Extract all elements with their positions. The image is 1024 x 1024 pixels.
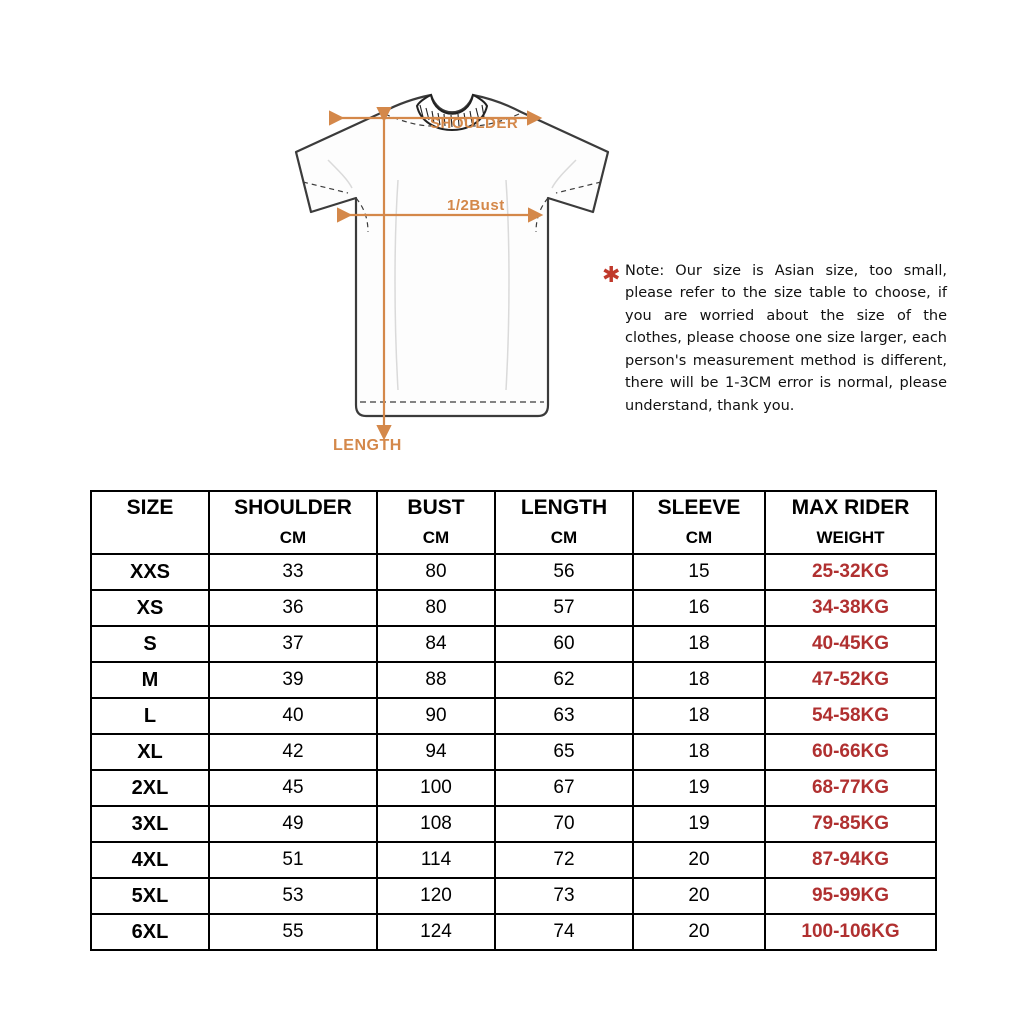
cell-shoulder: 45 xyxy=(209,770,377,806)
cell-weight: 87-94KG xyxy=(765,842,936,878)
unit-bust: CM xyxy=(377,523,495,554)
cell-size: 3XL xyxy=(91,806,209,842)
cell-sleeve: 20 xyxy=(633,878,765,914)
cell-weight: 47-52KG xyxy=(765,662,936,698)
cell-sleeve: 20 xyxy=(633,842,765,878)
table-row xyxy=(91,698,936,734)
cell-length: 57 xyxy=(495,590,633,626)
table-row xyxy=(91,842,936,878)
cell-size: M xyxy=(91,662,209,698)
size-chart-table xyxy=(90,490,937,951)
cell-size: 6XL xyxy=(91,914,209,950)
cell-size: S xyxy=(91,626,209,662)
unit-size xyxy=(91,523,209,554)
cell-length: 63 xyxy=(495,698,633,734)
column-header-length: LENGTH xyxy=(495,491,633,523)
bust-measure-label: 1/2Bust xyxy=(447,197,505,214)
cell-length: 72 xyxy=(495,842,633,878)
table-row xyxy=(91,734,936,770)
table-row xyxy=(91,662,936,698)
cell-size: XS xyxy=(91,590,209,626)
cell-sleeve: 18 xyxy=(633,662,765,698)
table-row xyxy=(91,878,936,914)
cell-weight: 68-77KG xyxy=(765,770,936,806)
cell-length: 60 xyxy=(495,626,633,662)
cell-shoulder: 37 xyxy=(209,626,377,662)
cell-shoulder: 36 xyxy=(209,590,377,626)
size-note xyxy=(602,260,947,417)
cell-shoulder: 33 xyxy=(209,554,377,590)
cell-bust: 84 xyxy=(377,626,495,662)
cell-weight: 25-32KG xyxy=(765,554,936,590)
cell-size: 2XL xyxy=(91,770,209,806)
cell-weight: 79-85KG xyxy=(765,806,936,842)
cell-bust: 90 xyxy=(377,698,495,734)
shoulder-measure-label: SHOULDER xyxy=(430,115,519,132)
cell-shoulder: 51 xyxy=(209,842,377,878)
cell-size: 5XL xyxy=(91,878,209,914)
cell-sleeve: 19 xyxy=(633,806,765,842)
column-header-bust: BUST xyxy=(377,491,495,523)
table-body xyxy=(91,554,936,950)
cell-bust: 120 xyxy=(377,878,495,914)
cell-bust: 114 xyxy=(377,842,495,878)
cell-shoulder: 40 xyxy=(209,698,377,734)
cell-length: 56 xyxy=(495,554,633,590)
cell-size: XL xyxy=(91,734,209,770)
cell-bust: 124 xyxy=(377,914,495,950)
cell-length: 73 xyxy=(495,878,633,914)
column-header-shoulder: SHOULDER xyxy=(209,491,377,523)
cell-weight: 34-38KG xyxy=(765,590,936,626)
cell-sleeve: 16 xyxy=(633,590,765,626)
cell-length: 65 xyxy=(495,734,633,770)
cell-bust: 80 xyxy=(377,590,495,626)
cell-size: XXS xyxy=(91,554,209,590)
cell-shoulder: 55 xyxy=(209,914,377,950)
cell-sleeve: 18 xyxy=(633,734,765,770)
cell-sleeve: 18 xyxy=(633,698,765,734)
cell-length: 62 xyxy=(495,662,633,698)
table-unit-row xyxy=(91,523,936,554)
cell-sleeve: 19 xyxy=(633,770,765,806)
column-header-size: SIZE xyxy=(91,491,209,523)
cell-sleeve: 15 xyxy=(633,554,765,590)
cell-bust: 94 xyxy=(377,734,495,770)
table-row xyxy=(91,626,936,662)
unit-length: CM xyxy=(495,523,633,554)
cell-bust: 88 xyxy=(377,662,495,698)
cell-length: 70 xyxy=(495,806,633,842)
column-header-max-rider: MAX RIDER xyxy=(765,491,936,523)
cell-weight: 95-99KG xyxy=(765,878,936,914)
cell-length: 74 xyxy=(495,914,633,950)
cell-bust: 108 xyxy=(377,806,495,842)
cell-size: 4XL xyxy=(91,842,209,878)
unit-shoulder: CM xyxy=(209,523,377,554)
cell-bust: 80 xyxy=(377,554,495,590)
cell-weight: 100-106KG xyxy=(765,914,936,950)
cell-length: 67 xyxy=(495,770,633,806)
cell-shoulder: 53 xyxy=(209,878,377,914)
cell-shoulder: 39 xyxy=(209,662,377,698)
cell-sleeve: 20 xyxy=(633,914,765,950)
asterisk-icon: ✱ xyxy=(602,262,621,287)
table-header-row xyxy=(91,491,936,523)
length-measure-label: LENGTH xyxy=(333,437,402,454)
note-text: Note: Our size is Asian size, too small, please refer to the size table to choose, if you are worried about the size of the clothes, please choose one size larger, each person's measurement method is different, there will be 1-3CM error is normal, please understand, thank you. xyxy=(625,263,947,414)
table-row xyxy=(91,554,936,590)
cell-size: L xyxy=(91,698,209,734)
table-row xyxy=(91,590,936,626)
cell-shoulder: 42 xyxy=(209,734,377,770)
cell-bust: 100 xyxy=(377,770,495,806)
cell-shoulder: 49 xyxy=(209,806,377,842)
cell-weight: 60-66KG xyxy=(765,734,936,770)
cell-sleeve: 18 xyxy=(633,626,765,662)
unit-weight: WEIGHT xyxy=(765,523,936,554)
cell-weight: 40-45KG xyxy=(765,626,936,662)
table-row xyxy=(91,806,936,842)
unit-sleeve: CM xyxy=(633,523,765,554)
column-header-sleeve: SLEEVE xyxy=(633,491,765,523)
table-row xyxy=(91,770,936,806)
table-row xyxy=(91,914,936,950)
cell-weight: 54-58KG xyxy=(765,698,936,734)
